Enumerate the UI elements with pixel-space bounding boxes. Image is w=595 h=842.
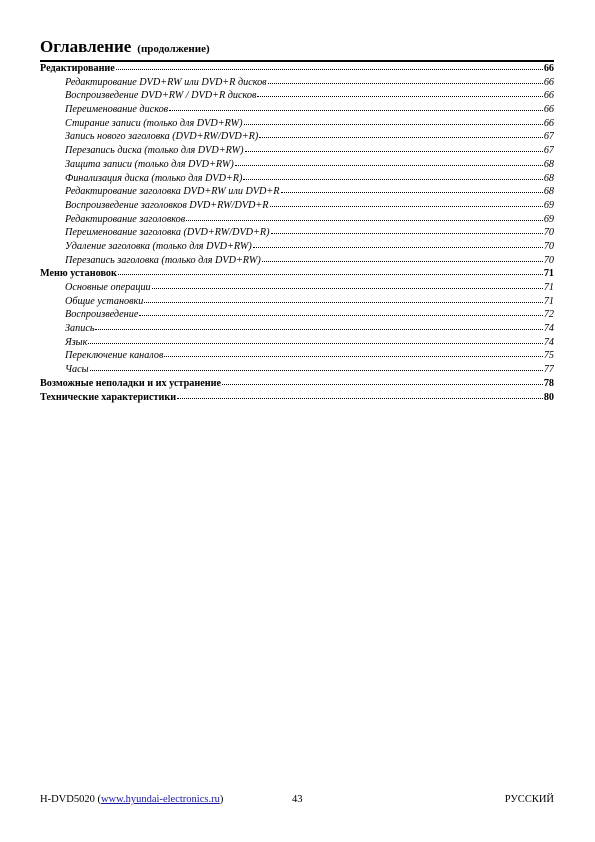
toc-section-entry[interactable] [40, 376, 554, 390]
toc-entry-label: Редактирование [40, 63, 115, 74]
toc-dot-leader [243, 171, 542, 180]
toc-entry-page: 71 [543, 295, 554, 307]
footer-model: H-DVD5020 (www.hyundai-electronics.ru) [40, 794, 224, 805]
toc-subentry[interactable] [40, 280, 554, 294]
toc-entry-label: Меню установок [40, 268, 117, 280]
toc-entry-label: Переименование заголовка (DVD+RW/DVD+R) [65, 227, 270, 239]
toc-dot-leader [271, 225, 543, 234]
toc-dot-leader [268, 75, 543, 84]
footer-website-link[interactable]: www.hyundai-electronics.ru [100, 794, 220, 805]
toc-entry-page: 69 [543, 199, 554, 211]
footer-model-name: H-DVD5020 [40, 794, 95, 805]
toc-entry-label: Переименование дисков [65, 104, 169, 116]
toc-dot-leader [177, 390, 543, 399]
toc-entry-page: 68 [543, 158, 554, 170]
page-footer [40, 793, 554, 807]
toc-entry-label: Перезапись диска (только для DVD+RW) [65, 145, 244, 157]
toc-entry-page: 66 [543, 76, 554, 88]
toc-dot-leader [118, 266, 543, 275]
toc-entry-label: Защита записи (только для DVD+RW) [65, 158, 234, 170]
toc-subentry[interactable] [40, 362, 554, 376]
toc-entry-page: 75 [543, 350, 554, 362]
toc-dot-leader [245, 143, 543, 152]
toc-subentry[interactable] [40, 157, 554, 171]
toc-subentry[interactable] [40, 348, 554, 362]
toc-subentry[interactable] [40, 143, 554, 157]
toc-dot-leader [244, 116, 543, 125]
toc-entry-page: 66 [543, 104, 554, 116]
toc-dot-leader [90, 362, 543, 371]
toc-entry-page: 71 [543, 268, 554, 280]
toc-subentry[interactable] [40, 253, 554, 267]
toc-dot-leader [169, 102, 543, 111]
toc-entry-page: 68 [543, 186, 554, 198]
toc-subentry[interactable] [40, 129, 554, 143]
toc-subentry[interactable] [40, 335, 554, 349]
toc-entry-label: Воспроизведение заголовков DVD+RW/DVD+R [65, 199, 269, 211]
table-of-contents [40, 61, 554, 403]
toc-entry-page: 69 [543, 213, 554, 225]
toc-entry-label: Стирание записи (только для DVD+RW) [65, 117, 243, 129]
toc-subentry[interactable] [40, 116, 554, 130]
toc-entry-label: Запись нового заголовка (DVD+RW/DVD+R) [65, 131, 259, 143]
toc-entry-page: 67 [543, 145, 554, 157]
toc-dot-leader [259, 129, 543, 138]
toc-entry-label: Общие установки [65, 295, 144, 307]
page-subtitle: (продолжение) [137, 43, 210, 55]
toc-entry-label: Часы [65, 364, 89, 376]
toc-entry-page: 66 [543, 90, 554, 102]
toc-entry-label: Возможные неполадки и их устранение [40, 377, 222, 389]
toc-dot-leader [144, 294, 542, 303]
toc-section-entry[interactable] [40, 266, 554, 280]
footer-language: РУССКИЙ [504, 794, 554, 805]
toc-dot-leader [257, 88, 542, 97]
toc-entry-page: 70 [543, 254, 554, 266]
toc-entry-page: 78 [543, 377, 554, 389]
toc-subentry[interactable] [40, 225, 554, 239]
toc-dot-leader [95, 321, 542, 330]
toc-dot-leader [281, 184, 543, 193]
toc-entry-label: Переключение каналов [65, 350, 164, 362]
toc-entry-page: 70 [543, 227, 554, 239]
toc-entry-label: Редактирование заголовка DVD+RW или DVD+R [65, 186, 280, 198]
toc-section-entry[interactable] [40, 390, 554, 404]
toc-subentry[interactable] [40, 198, 554, 212]
footer-page-number: 43 [292, 794, 303, 805]
toc-dot-leader [235, 157, 543, 166]
toc-entry-label: Воспроизведение [65, 309, 139, 321]
page-title: Оглавление [40, 37, 132, 56]
toc-dot-leader [116, 61, 543, 70]
toc-section-entry[interactable] [40, 61, 554, 75]
toc-entry-page: 71 [543, 282, 554, 293]
page-heading [40, 37, 554, 62]
toc-entry-label: Язык [65, 336, 88, 348]
toc-subentry[interactable] [40, 102, 554, 116]
toc-dot-leader [139, 307, 542, 316]
toc-subentry[interactable] [40, 212, 554, 226]
toc-subentry[interactable] [40, 294, 554, 308]
toc-entry-page: 70 [543, 240, 554, 252]
toc-entry-page: 74 [543, 336, 554, 348]
toc-subentry[interactable] [40, 321, 554, 335]
toc-dot-leader [262, 253, 543, 262]
toc-subentry[interactable] [40, 88, 554, 102]
toc-dot-leader [186, 212, 543, 221]
toc-entry-page: 77 [543, 364, 554, 376]
toc-entry-label: Основные операции [65, 282, 151, 293]
toc-entry-page: 74 [543, 323, 554, 335]
toc-entry-page: 67 [543, 131, 554, 143]
toc-subentry[interactable] [40, 184, 554, 198]
toc-entry-label: Удаление заголовка (только для DVD+RW) [65, 240, 252, 252]
toc-entry-page: 66 [543, 63, 554, 74]
toc-entry-label: Запись [65, 323, 95, 335]
toc-subentry[interactable] [40, 75, 554, 89]
toc-entry-label: Технические характеристики [40, 391, 177, 403]
toc-dot-leader [222, 376, 543, 385]
toc-subentry[interactable] [40, 239, 554, 253]
toc-dot-leader [270, 198, 543, 207]
toc-dot-leader [253, 239, 543, 248]
toc-dot-leader [152, 280, 543, 289]
toc-entry-page: 80 [543, 391, 554, 403]
toc-subentry[interactable] [40, 171, 554, 185]
toc-subentry[interactable] [40, 307, 554, 321]
toc-entry-page: 66 [543, 117, 554, 129]
toc-entry-label: Редактирование DVD+RW или DVD+R дисков [65, 76, 267, 88]
toc-entry-page: 72 [543, 309, 554, 321]
toc-entry-label: Редактирование заголовков [65, 213, 186, 225]
toc-entry-label: Финализация диска (только для DVD+R) [65, 172, 243, 184]
toc-dot-leader [88, 335, 542, 344]
toc-entry-page: 68 [543, 172, 554, 184]
toc-entry-label: Воспроизведение DVD+RW / DVD+R дисков [65, 90, 257, 102]
toc-entry-label: Перезапись заголовка (только для DVD+RW) [65, 254, 261, 266]
toc-dot-leader [164, 348, 542, 357]
